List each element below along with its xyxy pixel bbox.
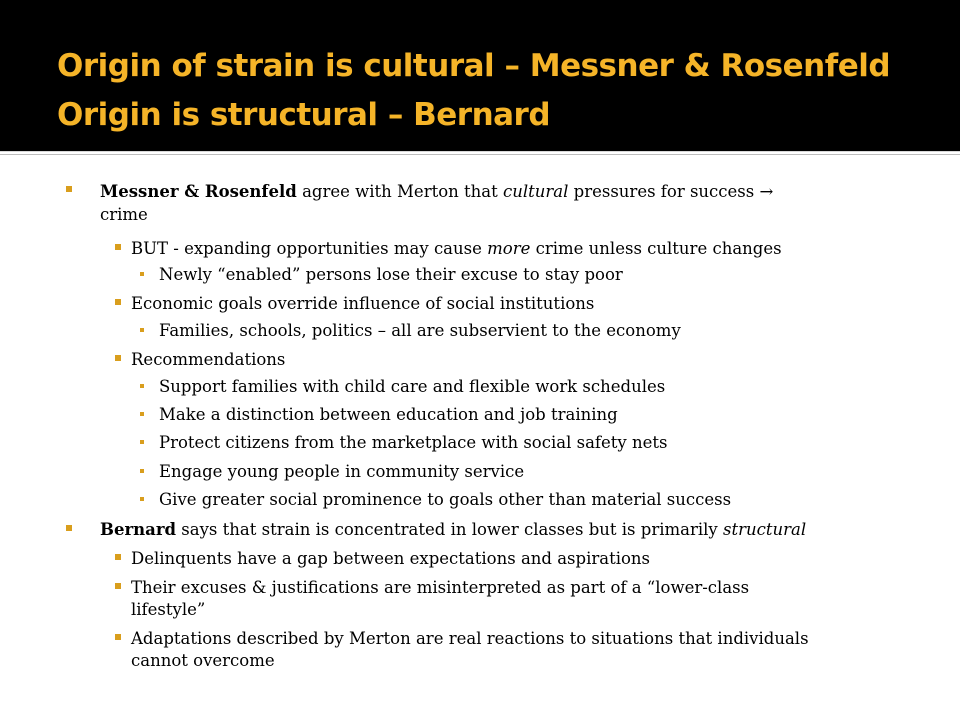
bullet-marker (140, 469, 144, 473)
text-run: crime unless culture changes (530, 239, 782, 258)
bullet-marker (66, 525, 72, 531)
bullet-give-greater: Give greater social prominence to goals other than material success (159, 490, 732, 509)
slide-title-line-1: Origin of strain is cultural – Messner & Rosenfeld (57, 48, 891, 84)
bullet-economic-goals: Economic goals override influence of social institutions (131, 294, 595, 313)
bullet-marker (140, 272, 144, 276)
bold-name: Bernard (100, 520, 177, 539)
arrow-icon: → (759, 182, 774, 201)
bullet-marker (140, 328, 144, 332)
text-run: agree with Merton that (296, 182, 503, 201)
bullet-families-schools: Families, schools, politics – all are subservient to the economy (159, 321, 681, 340)
bullet-marker (115, 634, 121, 640)
bullet-marker (115, 299, 121, 305)
bullet-marker (140, 412, 144, 416)
bullet-marker (140, 497, 144, 501)
bullet-protect-citizens: Protect citizens from the marketplace with social safety nets (159, 433, 668, 452)
bullet-bernard (100, 519, 806, 541)
bullet-adaptations: Adaptations described by Merton are real reactions to situations that individuals (131, 629, 809, 648)
bullet-marker (66, 186, 72, 192)
emphasis: cultural (503, 182, 569, 201)
bullet-messner-rosenfeld (100, 181, 773, 203)
bullet-make-distinction: Make a distinction between education and job training (159, 405, 618, 424)
bullet-expanding-opportunities (131, 238, 782, 260)
bullet-recommendations: Recommendations (131, 350, 286, 369)
bullet-engage-young: Engage young people in community service (159, 462, 525, 481)
bullet-marker (140, 384, 144, 388)
bullet-adaptations-cont: cannot overcome (131, 651, 275, 670)
bullet-marker (115, 244, 121, 250)
bullet-marker (115, 583, 121, 589)
bullet-messner-rosenfeld-cont: crime (100, 205, 148, 224)
bullet-marker (140, 440, 144, 444)
bullet-excuses-justifications-cont: lifestyle” (131, 600, 206, 619)
bullet-support-families: Support families with child care and flexible work schedules (159, 377, 666, 396)
bullet-newly-enabled: Newly “enabled” persons lose their excuse to stay poor (159, 265, 623, 284)
emphasis: structural (723, 520, 807, 539)
bullet-marker (115, 355, 121, 361)
slide-title-line-2: Origin is structural – Bernard (57, 97, 551, 133)
text-run: says that strain is concentrated in lower classes but is primarily (176, 520, 723, 539)
bullet-marker (115, 554, 121, 560)
text-run: pressures for success (568, 182, 760, 201)
bold-name: Messner & Rosenfeld (100, 182, 297, 201)
bullet-delinquents-gap: Delinquents have a gap between expectations and aspirations (131, 549, 651, 568)
text-run: BUT - expanding opportunities may cause (131, 239, 488, 258)
emphasis: more (487, 239, 531, 258)
bullet-excuses-justifications: Their excuses & justifications are misinterpreted as part of a “lower-class (131, 578, 750, 597)
